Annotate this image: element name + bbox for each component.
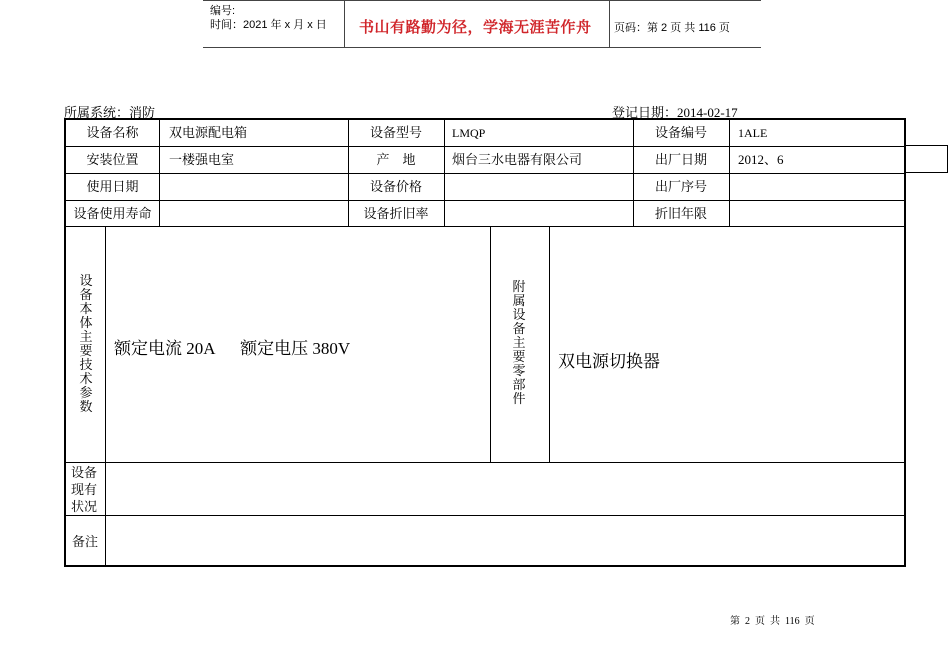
row-rule <box>66 515 904 516</box>
equipment-code-label: 设备编号 <box>654 125 707 140</box>
header-number-label: 编号: <box>210 5 236 17</box>
header-top-rule <box>203 0 761 2</box>
equipment-model-value: LMQP <box>452 126 486 140</box>
origin-value: 烟台三水电器有限公司 <box>452 152 583 167</box>
depreciation-rate-label: 设备折旧率 <box>363 206 429 221</box>
header-bottom-rule <box>203 47 761 49</box>
price-label: 设备价格 <box>369 179 422 194</box>
system-label: 所属系统：消防 <box>64 105 156 120</box>
use-date-label: 使用日期 <box>86 179 139 194</box>
page-footer: 第 2 页 共 116 页 <box>730 616 815 627</box>
service-life-label: 设备使用寿命 <box>73 206 152 221</box>
tech-params-value: 额定电流 20A 额定电压 380V <box>114 339 351 358</box>
col-rule <box>729 120 730 226</box>
registration-date: 登记日期：2014-02-17 <box>612 105 738 120</box>
row-rule <box>66 226 904 227</box>
col-rule <box>444 120 445 226</box>
install-location-label: 安装位置 <box>86 152 139 167</box>
row-rule <box>66 200 904 201</box>
accessory-parts-value: 双电源切换器 <box>558 352 660 371</box>
table-overhang-rule <box>906 172 948 173</box>
current-status-label: 设备现有状况 <box>71 465 98 514</box>
origin-label: 产 地 <box>376 152 416 167</box>
col-rule <box>105 226 106 567</box>
depreciation-years-label: 折旧年限 <box>654 206 707 221</box>
row-rule <box>66 173 904 174</box>
table-overhang-rule <box>947 145 948 172</box>
equipment-name-label: 设备名称 <box>86 125 139 140</box>
header-page-label: 页码：第 2 页 共 116 页 <box>614 22 730 34</box>
table-overhang-rule <box>906 145 948 146</box>
header-divider <box>609 0 610 47</box>
equipment-model-label: 设备型号 <box>369 125 422 140</box>
equipment-code-value: 1ALE <box>738 126 768 140</box>
header-time-label: 时间：2021 年 x 月 x 日 <box>210 19 327 31</box>
header-divider <box>344 0 345 47</box>
col-rule <box>549 226 550 462</box>
tech-params-label: 设备本体主要技术参数 <box>79 273 93 414</box>
col-rule <box>490 226 491 462</box>
manufacture-date-value: 2012、6 <box>738 152 784 167</box>
manufacture-date-label: 出厂日期 <box>654 152 707 167</box>
col-rule <box>159 120 160 226</box>
row-rule <box>66 462 904 463</box>
row-rule <box>66 146 904 147</box>
serial-number-label: 出厂序号 <box>654 179 707 194</box>
remarks-label: 备注 <box>72 534 99 549</box>
equipment-name-value: 双电源配电箱 <box>169 125 248 140</box>
header-motto: 书山有路勤为径，学海无涯苦作舟 <box>359 18 592 36</box>
equipment-table <box>64 118 906 567</box>
accessory-parts-label: 附属设备主要零部件 <box>512 279 526 406</box>
install-location-value: 一楼强电室 <box>169 152 235 167</box>
